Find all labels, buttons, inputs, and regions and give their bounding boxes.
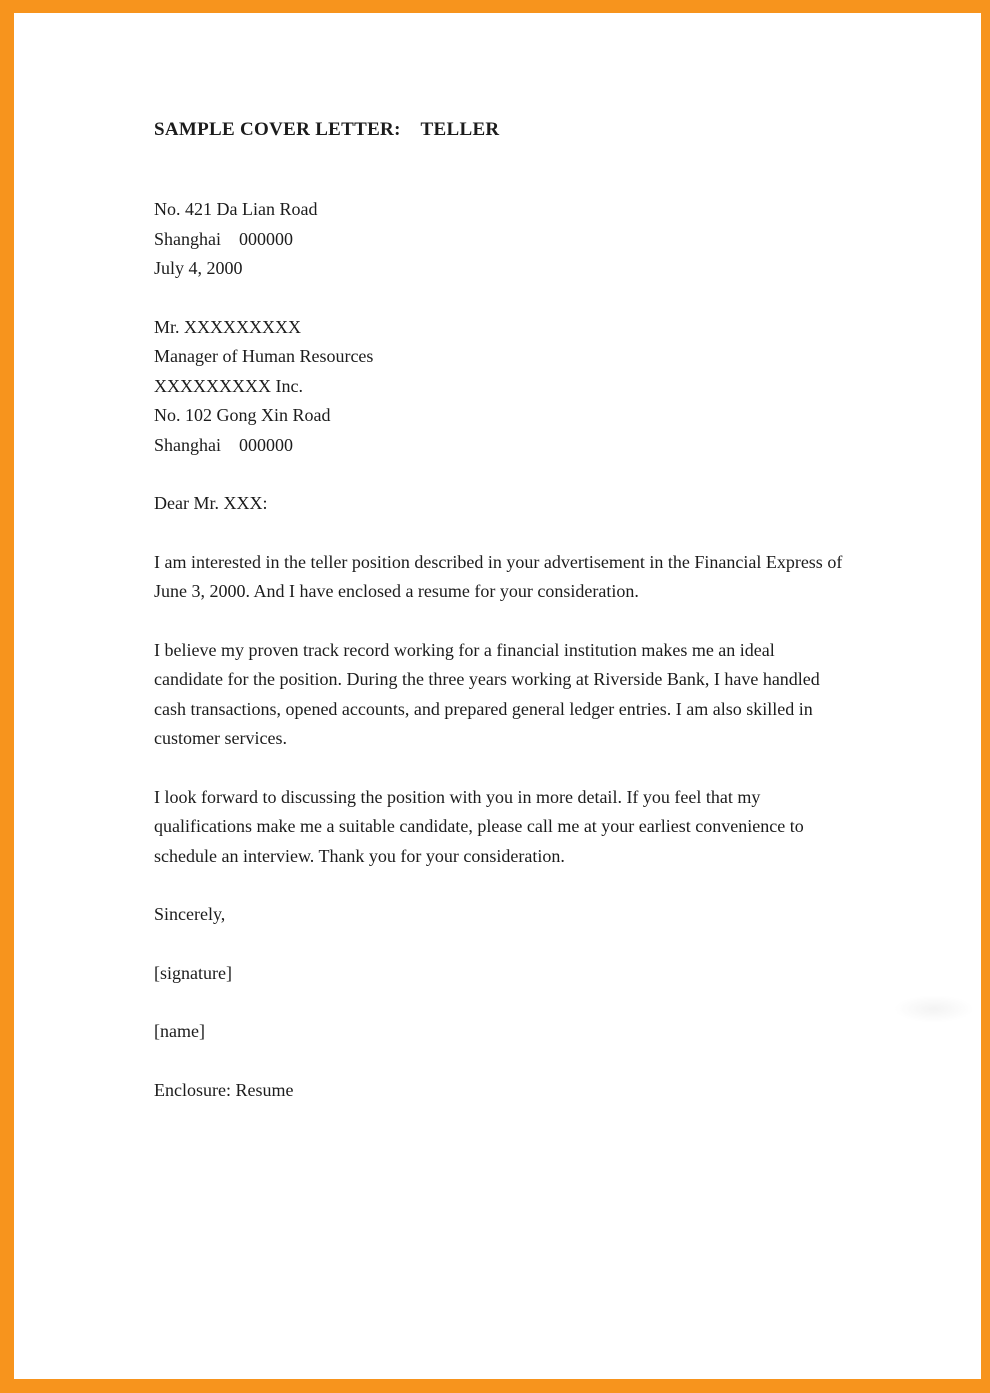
sender-address-block xyxy=(154,195,981,284)
name-placeholder: [name] xyxy=(154,1021,205,1041)
recipient-address-block xyxy=(154,313,981,461)
recipient-company: XXXXXXXXX Inc. xyxy=(154,375,303,396)
closing: Sincerely, xyxy=(154,904,226,924)
recipient-title: Manager of Human Resources xyxy=(154,346,374,366)
recipient-address-line: No. 102 Gong Xin Road xyxy=(154,405,331,425)
recipient-address-line: Shanghai 000000 xyxy=(154,434,293,455)
paragraph-followup: I look forward to discussing the position with you in more detail. If you feel that my qualifications make me a suitable candidate, please call me at your earliest convenience to schedule an interview. Thank you for your consideration. xyxy=(154,786,804,866)
letter-date: July 4, 2000 xyxy=(154,258,243,278)
recipient-name: Mr. XXXXXXXXX xyxy=(154,316,301,337)
salutation: Dear Mr. XXX: xyxy=(154,493,268,513)
enclosure-note: Enclosure: Resume xyxy=(154,1079,294,1100)
letter-body xyxy=(14,13,981,1379)
signature-placeholder: [signature] xyxy=(154,962,232,983)
sender-address-line: Shanghai 000000 xyxy=(154,228,293,249)
letter-title: SAMPLE COVER LETTER: TELLER xyxy=(154,119,500,140)
paragraph-experience: I believe my proven track record working for a financial institution makes me an ideal candidate for the position. During the three years working at Riverside Bank, I have handled cash transactions, opened accounts, and prepared general ledger entries. I am also skilled in customer services. xyxy=(154,639,820,748)
sender-address-line: No. 421 Da Lian Road xyxy=(154,199,318,219)
paragraph-intro: I am interested in the teller position described in your advertisement in the Financial Express of June 3, 2000. And I have enclosed a resume for your consideration. xyxy=(154,551,843,601)
